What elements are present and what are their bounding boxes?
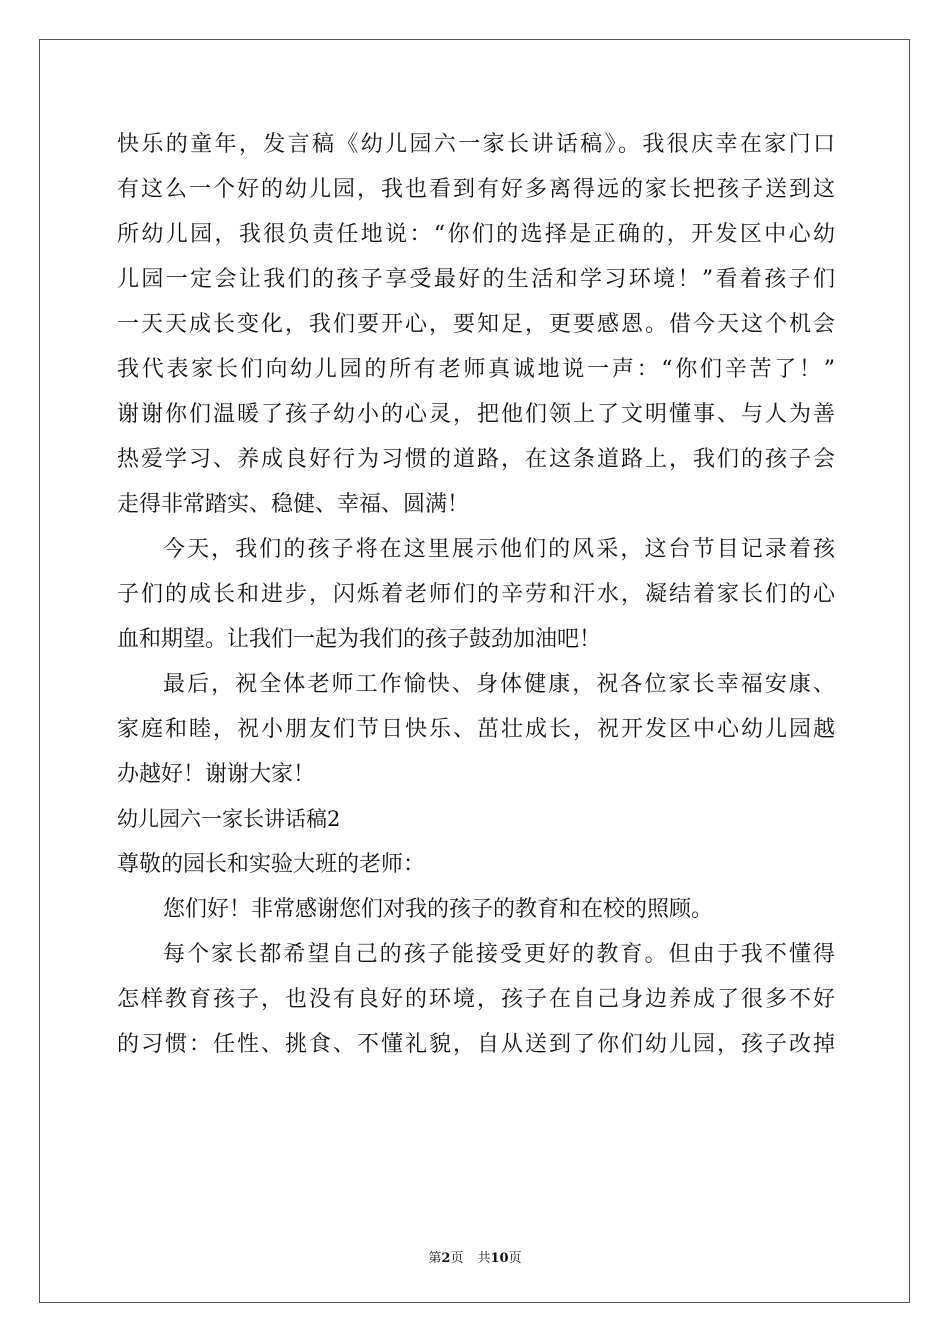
page-number: 2	[441, 1251, 451, 1266]
total-suffix: 页	[508, 1251, 522, 1266]
salutation: 尊敬的园长和实验大班的老师：	[117, 852, 426, 877]
text-line: 走得非常踏实、稳健、幸福、圆满！	[117, 492, 470, 517]
total-prefix: 共	[477, 1251, 491, 1266]
text-line: 快乐的童年，发言稿《幼儿园六一家长讲话稿》。我很庆幸在家门口	[117, 132, 835, 157]
total-pages: 10	[490, 1251, 509, 1266]
document-body	[117, 122, 835, 1067]
text-line: 最后，祝全体老师工作愉快、身体健康，祝各位家长幸福安康、	[163, 672, 835, 697]
text-line: 家庭和睦，祝小朋友们节日快乐、茁壮成长，祝开发区中心幼儿园越	[117, 717, 835, 742]
text-line: 谢谢你们温暖了孩子幼小的心灵，把他们领上了文明懂事、与人为善	[117, 402, 835, 427]
text-line: 热爱学习、养成良好行为习惯的道路，在这条道路上，我们的孩子会	[117, 447, 835, 472]
text-line: 的习惯：任性、挑食、不懂礼貌，自从送到了你们幼儿园，孩子改掉	[117, 1032, 835, 1057]
text-line: 所幼儿园，我很负责任地说：“你们的选择是正确的，开发区中心幼	[117, 222, 835, 247]
text-line: 一天天成长变化，我们要开心，要知足，更要感恩。借今天这个机会	[117, 312, 835, 337]
page-footer	[0, 1247, 950, 1266]
text-line: 办越好！谢谢大家！	[117, 762, 316, 787]
text-line: 儿园一定会让我们的孩子享受最好的生活和学习环境！”看着孩子们	[117, 267, 835, 292]
page-suffix: 页	[450, 1251, 464, 1266]
text-line: 子们的成长和进步，闪烁着老师们的辛劳和汗水，凝结着家长们的心	[117, 582, 835, 607]
text-line: 今天，我们的孩子将在这里展示他们的风采，这台节目记录着孩	[163, 537, 835, 562]
text-line: 有这么一个好的幼儿园，我也看到有好多离得远的家长把孩子送到这	[117, 177, 835, 202]
text-line: 每个家长都希望自己的孩子能接受更好的教育。但由于我不懂得	[163, 942, 835, 967]
text-line: 怎样教育孩子，也没有良好的环境，孩子在自己身边养成了很多不好	[117, 987, 835, 1012]
text-line: 您们好！非常感谢您们对我的孩子的教育和在校的照顾。	[163, 897, 714, 922]
text-line: 血和期望。让我们一起为我们的孩子鼓劲加油吧！	[117, 627, 602, 652]
page-prefix: 第	[428, 1251, 442, 1266]
text-line: 我代表家长们向幼儿园的所有老师真诚地说一声：“你们辛苦了！”	[117, 357, 835, 382]
section-heading: 幼儿园六一家长讲话稿2	[117, 807, 341, 831]
